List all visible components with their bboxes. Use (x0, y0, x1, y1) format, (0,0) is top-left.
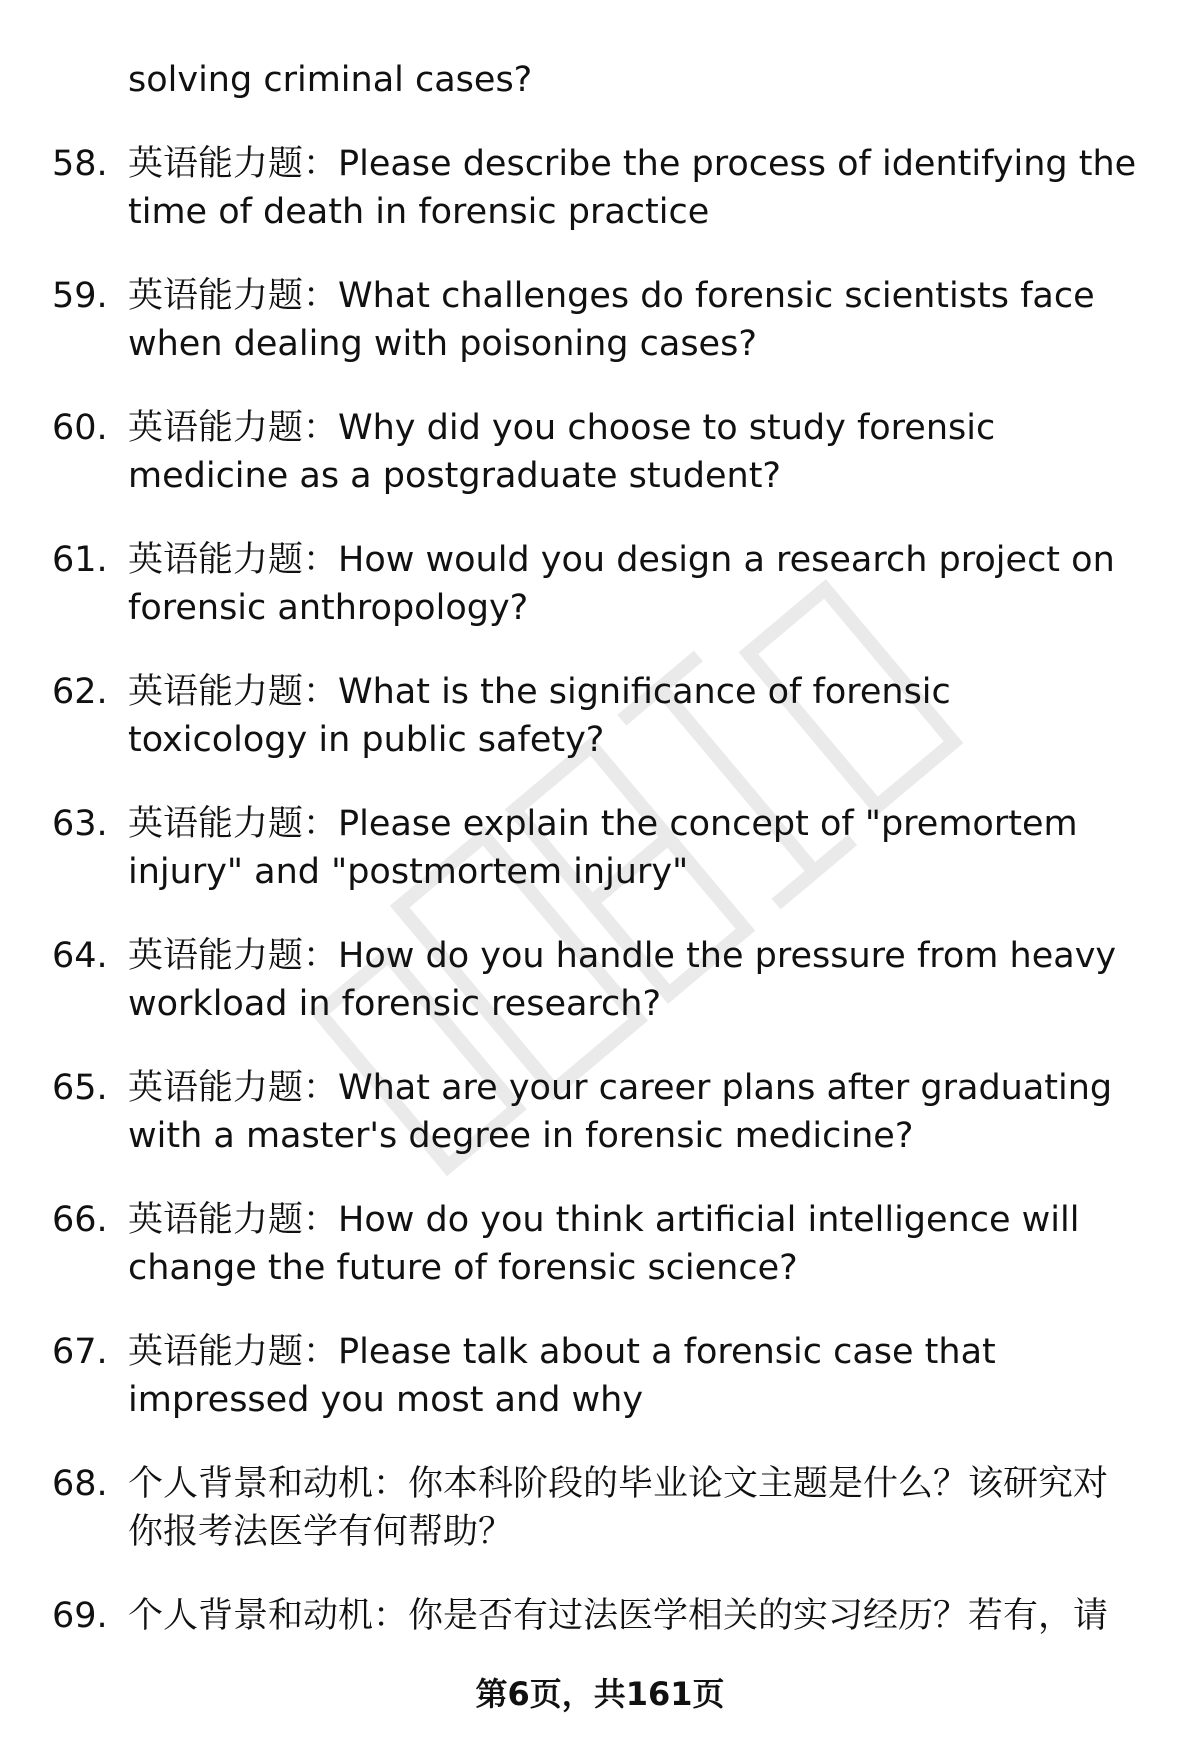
item-text: 英语能力题：What is the significance of forensic toxicology in public safety? (128, 672, 951, 760)
item-number: 63. (52, 804, 108, 844)
item-text: 个人背景和动机：你本科阶段的毕业论文主题是什么？该研究对你报考法医学有何帮助？ (128, 1464, 1109, 1552)
item-text: 英语能力题：How do you think artificial intelligence will change the future of forensic science? (128, 1200, 1080, 1288)
item-number: 62. (52, 672, 108, 712)
item-text: 英语能力题：Please explain the concept of "premortem injury" and "postmortem injury" (128, 804, 1078, 892)
item-text: 英语能力题：Please describe the process of identifying the time of death in forensic practice (128, 144, 1137, 232)
item-text: 英语能力题：What are your career plans after graduating with a master's degree in forensic medicine? (128, 1068, 1113, 1156)
item-text: 英语能力题：Why did you choose to study forensic medicine as a postgraduate student? (128, 408, 996, 496)
item-text: 英语能力题：What challenges do forensic scientists face when dealing with poisoning cases? (128, 276, 1095, 364)
item-number: 61. (52, 540, 108, 580)
item-text: 英语能力题：Please talk about a forensic case that impressed you most and why (128, 1332, 996, 1420)
item-text: 个人背景和动机：你是否有过法医学相关的实习经历？若有，请 (128, 1596, 1109, 1636)
item-number: 59. (52, 276, 108, 316)
item-number: 65. (52, 1068, 108, 1108)
item-number: 69. (52, 1596, 108, 1636)
item-text: 英语能力题：How do you handle the pressure from heavy workload in forensic research? (128, 936, 1117, 1024)
continuation-text: solving criminal cases? (128, 60, 533, 100)
item-number: 66. (52, 1200, 108, 1240)
item-number: 60. (52, 408, 108, 448)
item-number: 58. (52, 144, 108, 184)
page-footer: 第6页，共161页 (475, 1675, 725, 1713)
item-number: 67. (52, 1332, 108, 1372)
item-number: 68. (52, 1464, 108, 1504)
item-text: 英语能力题：How would you design a research project on forensic anthropology? (128, 540, 1115, 628)
item-number: 64. (52, 936, 108, 976)
